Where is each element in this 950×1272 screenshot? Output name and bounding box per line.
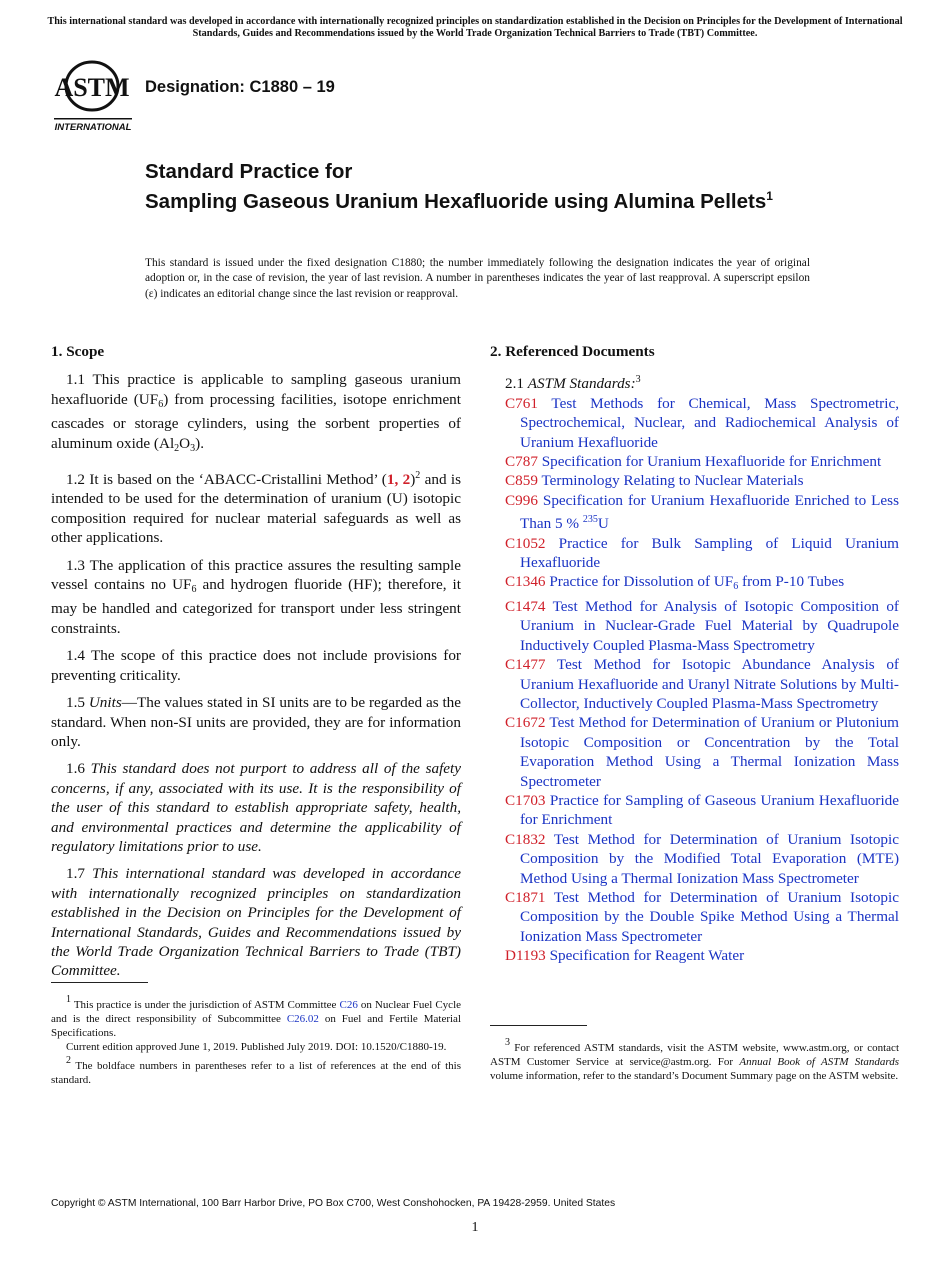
- reference-title[interactable]: Specification for Uranium Hexafluoride for Enrichment: [541, 453, 882, 471]
- title-line-2: Sampling Gaseous Uranium Hexafluoride using Alumina Pellets: [145, 189, 767, 213]
- intro-paragraph: This standard is issued under the fixed designation C1880; the number immediately following the designation indicates the year of original adoption or, in the case of revision, the year of last revision. A number in parentheses indicates the year of last reapproval. A superscript epsilon (ε) indicates an editorial change since the last revision or reapproval.: [145, 257, 810, 300]
- reference-code[interactable]: C1832: [505, 830, 546, 848]
- reference-item-c1477[interactable]: [490, 655, 899, 713]
- reference-title[interactable]: Practice for Dissolution of UF: [549, 573, 734, 591]
- reference-item-c1672[interactable]: [490, 713, 899, 791]
- referenced-documents-section: [490, 342, 899, 966]
- reference-code[interactable]: C787: [505, 453, 538, 471]
- referenced-documents-heading: 2. Referenced Documents: [490, 343, 655, 360]
- scope-heading: 1. Scope: [51, 343, 105, 360]
- reference-title[interactable]: Test Method for Isotopic Abundance Analysis of Uranium Hexafluoride and Uranyl Nitrate Solutions by Multi-Collector, Inductively Coupled Plasma-Mass Spectrometry: [520, 656, 899, 712]
- scope-para-1-4: 1.4 The scope of this practice does not include provisions for preventing criticality.: [51, 647, 461, 684]
- reference-code[interactable]: C1703: [505, 791, 546, 809]
- scope-para-1-3: 1.3 The application of this practice assures the resulting sample vessel contains no $UF_6$ and hydrogen fluoride (HF); therefore, it may be handled and categorized for transport under less stringent constraints.: [51, 556, 461, 637]
- reference-item-c1346[interactable]: C1346 Practice for Dissolution of $UF_6$ from P-10 Tubes: [505, 573, 845, 593]
- reference-code[interactable]: C1477: [505, 656, 546, 674]
- scope-para-1-2: 1.2 It is based on the ‘ABACC-Cristallini Method’ (1, 2)$^2$ and is intended to be used for the determination of uranium (U) isotopic composition required for nuclear material safeguards as well as other applications.: [51, 470, 462, 547]
- scope-para-1-5: 1.5 Units—The values stated in SI units are to be regarded as the standard. When non-SI units are provided, they are for information only.: [51, 694, 462, 750]
- reference-code[interactable]: C1346: [505, 573, 546, 591]
- reference-code[interactable]: C1871: [505, 888, 546, 906]
- reference-code[interactable]: C1672: [505, 714, 546, 732]
- footnote-3: 3 For referenced ASTM standards, visit the ASTM website, www.astm.org, or contact ASTM Customer Service at service@astm.org. For Annual Book of ASTM Standards volume information, refer to the standard’s Document Summary page on the ASTM website.: [490, 1037, 899, 1082]
- footnote-1: 1 This practice is under the jurisdiction of ASTM Committee C26 on Nuclear Fuel Cycle and is the direct responsibility of Subcommittee C26.02 on Fuel and Fertile Material Specifications.: [51, 994, 462, 1039]
- reference-item-c1052[interactable]: [490, 534, 899, 573]
- reference-title[interactable]: Test Method for Determination of Uranium Isotopic Composition by the Double Spike Method Using a Thermal Ionization Mass Spectrometer: [520, 888, 899, 945]
- reference-title[interactable]: Practice for Sampling of Gaseous Uranium Hexafluoride for Enrichment: [520, 791, 900, 829]
- reference-item-c1832[interactable]: [490, 830, 899, 888]
- footnote-2: 2 The boldface numbers in parentheses refer to a list of references at the end of this standard.: [51, 1055, 461, 1086]
- reference-title[interactable]: Terminology Relating to Nuclear Materials: [541, 472, 804, 490]
- reference-title[interactable]: Test Method for Analysis of Isotopic Composition of Uranium in Nuclear-Grade Fuel Material by Quadrupole Inductively Coupled Plasma-Mass Spectrometry: [520, 597, 899, 654]
- footnote-1-edition: Current edition approved June 1, 2019. Published July 2019. DOI: 10.1520/C1880-19.: [66, 1041, 447, 1053]
- astm-standards-subheading: 2.1 ASTM Standards:$^3$: [505, 374, 641, 393]
- page-number: 1: [471, 1220, 479, 1235]
- reference-title[interactable]: Test Methods for Chemical, Mass Spectrometric, Spectrochemical, Nuclear, and Radiochemical Analysis of Uranium Hexafluoride: [520, 394, 899, 451]
- top-note: This international standard was developed in accordance with internationally recognized principles on standardization established in the Decision on Principles for the Development of International Standards, Guides and Recommendations issued by the World Trade Organization Technical Barriers to Trade (TBT) Committee.: [47, 16, 903, 39]
- reference-item-c996[interactable]: C996 Specification for Uranium Hexafluoride Enriched to Less Than 5 % $^{235}$U: [505, 491, 899, 533]
- reference-item-d1193[interactable]: [490, 946, 899, 965]
- title-line-1: Standard Practice for: [145, 160, 353, 183]
- scope-para-1-7: 1.7 This international standard was developed in accordance with internationally recognized principles on standardization established in the Decision on Principles for the Development of International Standards, Guides and Recommendations issued by the World Trade Organization Technical Barriers to Trade (TBT) Committee.: [51, 865, 462, 980]
- reference-code[interactable]: C761: [505, 394, 538, 412]
- reference-code[interactable]: C859: [505, 472, 538, 490]
- reference-item-c1703[interactable]: [490, 791, 899, 830]
- reference-code[interactable]: D1193: [505, 947, 546, 965]
- title-footnote-ref[interactable]: 1: [766, 189, 773, 203]
- reference-link-1[interactable]: 1: [386, 471, 395, 489]
- scope-para-1-1: 1.1 This practice is applicable to sampling gaseous uranium hexafluoride $(UF_6)$ from processing facilities, isotope enrichment cascades or storage cylinders, using the sorbent properties of aluminum oxide $(Al_2O_3)$.: [51, 371, 461, 454]
- scope-section: [51, 342, 461, 989]
- reference-title[interactable]: Test Method for Determination of Uranium or Plutonium Isotopic Composition or Concentration by the Total Evaporation Method Using a Thermal Ionization Mass Spectrometer: [520, 714, 899, 790]
- reference-code[interactable]: C996: [505, 491, 538, 509]
- astm-logo: [52, 56, 134, 134]
- reference-title[interactable]: Specification for Uranium Hexafluoride Enriched to Less Than 5 %: [520, 491, 899, 533]
- footnotes-left: [51, 993, 461, 1087]
- reference-title[interactable]: Practice for Bulk Sampling of Liquid Uranium Hexafluoride: [520, 534, 899, 572]
- copyright-notice: Copyright © ASTM International, 100 Barr Harbor Drive, PO Box C700, West Conshohocken, PA 19428-2959. United States: [51, 1198, 616, 1209]
- reference-code[interactable]: C1052: [505, 534, 546, 552]
- logo-text: INTERNATIONAL: [54, 122, 132, 133]
- reference-item-c787[interactable]: [490, 452, 899, 471]
- page-title: [145, 160, 845, 214]
- reference-link-2[interactable]: 2: [402, 471, 411, 489]
- subcommittee-link[interactable]: C26.02: [286, 1013, 319, 1025]
- footnote-divider-right: [490, 1025, 587, 1026]
- reference-title[interactable]: Specification for Reagent Water: [549, 947, 745, 965]
- footnote-divider-left: [51, 982, 148, 983]
- reference-item-c761[interactable]: [490, 394, 899, 452]
- reference-item-c1474[interactable]: [490, 597, 899, 655]
- reference-title[interactable]: Test Method for Determination of Uranium Isotopic Composition by the Modified Total Evaporation (MTE) Method Using a Thermal Ionization Mass Spectrometer: [520, 830, 899, 887]
- designation: Designation: C1880 – 19: [145, 78, 335, 96]
- astm-logo-icon: [52, 56, 134, 134]
- scope-para-1-6: 1.6 This standard does not purport to address all of the safety concerns, if any, associated with its use. It is the responsibility of the user of this standard to establish appropriate safety, health, and environmental practices and determine the applicability of regulatory limitations prior to use.: [51, 760, 462, 855]
- logo-mark-text: ASTM: [54, 73, 130, 102]
- reference-code[interactable]: C1474: [505, 597, 546, 615]
- reference-list: [490, 394, 899, 966]
- reference-item-c1871[interactable]: [490, 888, 899, 946]
- reference-item-c859[interactable]: [490, 471, 899, 490]
- committee-link[interactable]: C26: [339, 999, 358, 1011]
